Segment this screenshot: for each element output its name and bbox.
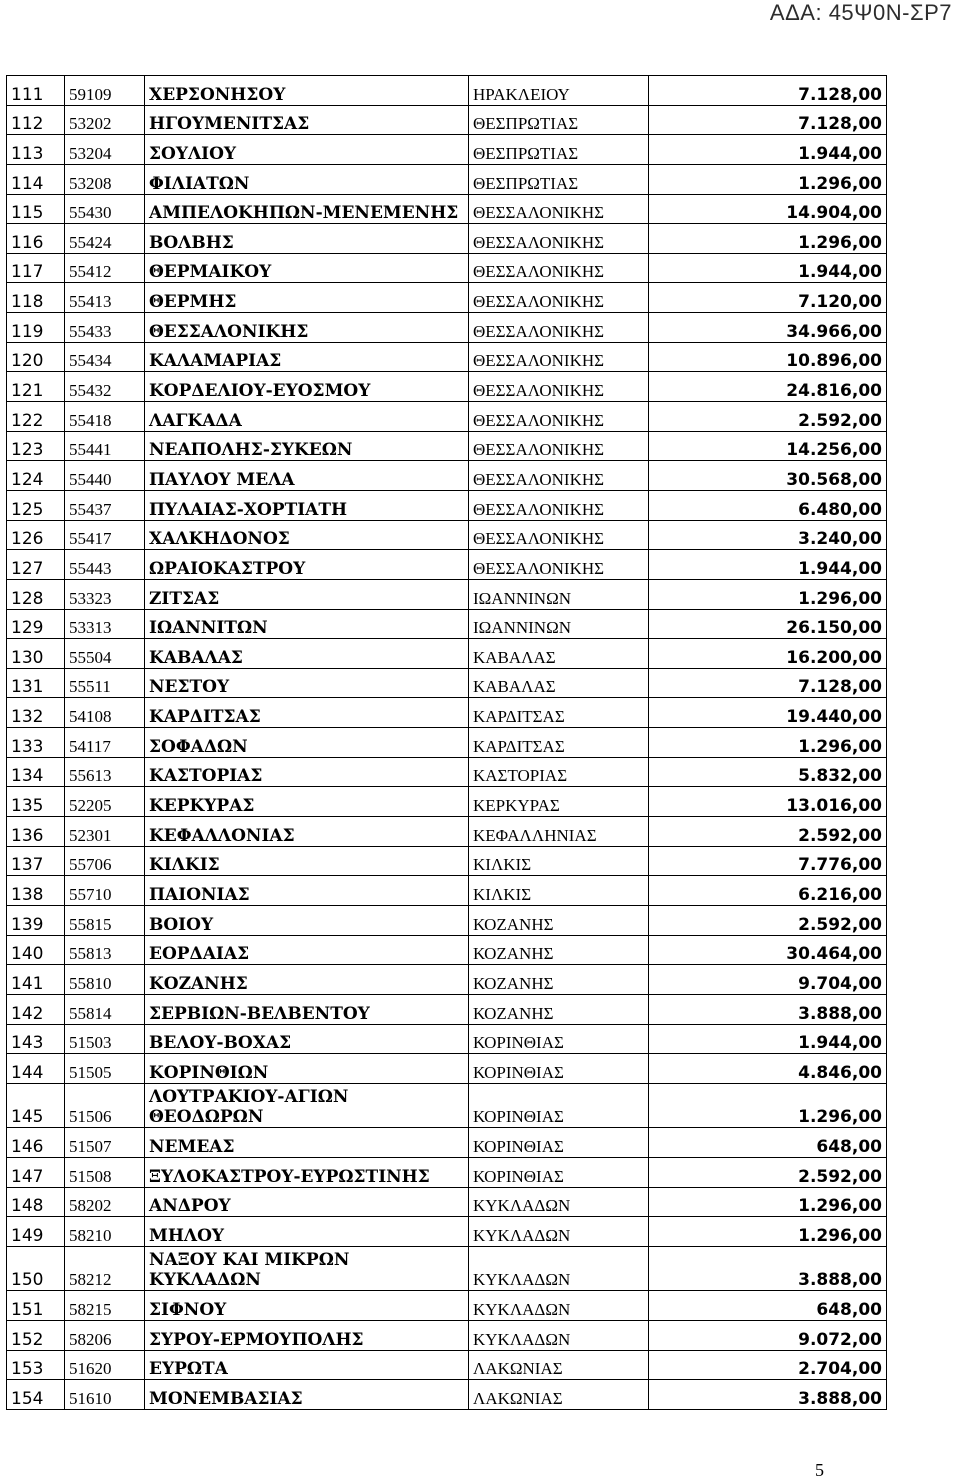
- table-row: [7, 728, 887, 758]
- amount: 1.944,00: [649, 135, 887, 165]
- municipality-code: 51620: [65, 1350, 145, 1380]
- amount: 1.296,00: [649, 1083, 887, 1128]
- amount: 24.816,00: [649, 372, 887, 402]
- row-number: 136: [7, 817, 65, 847]
- municipality-name: ΩΡΑΙΟΚΑΣΤΡΟΥ: [145, 550, 469, 580]
- table-row: [7, 579, 887, 609]
- prefecture-name: ΘΕΣΣΑΛΟΝΙΚΗΣ: [469, 224, 649, 254]
- municipality-name: ΣΟΦΑΔΩΝ: [145, 728, 469, 758]
- municipality-code: 55710: [65, 876, 145, 906]
- prefecture-name: ΙΩΑΝΝΙΝΩΝ: [469, 579, 649, 609]
- municipality-code: 55413: [65, 283, 145, 313]
- amount: 7.128,00: [649, 668, 887, 698]
- municipality-code: 53204: [65, 135, 145, 165]
- municipality-code: 55504: [65, 639, 145, 669]
- municipality-code: 53323: [65, 579, 145, 609]
- row-number: 122: [7, 402, 65, 432]
- municipality-name: ΝΑΞΟΥ ΚΑΙ ΜΙΚΡΩΝ ΚΥΚΛΑΔΩΝ: [145, 1246, 469, 1291]
- prefecture-name: ΘΕΣΣΑΛΟΝΙΚΗΣ: [469, 372, 649, 402]
- row-number: 137: [7, 846, 65, 876]
- municipality-name: ΚΟΡΔΕΛΙΟΥ-ΕΥΟΣΜΟΥ: [145, 372, 469, 402]
- municipality-name: ΛΑΓΚΑΔΑ: [145, 402, 469, 432]
- table-row: [7, 1083, 887, 1128]
- amount: 1.944,00: [649, 253, 887, 283]
- municipality-code: 55440: [65, 461, 145, 491]
- prefecture-name: ΘΕΣΣΑΛΟΝΙΚΗΣ: [469, 431, 649, 461]
- row-number: 144: [7, 1054, 65, 1084]
- row-number: 134: [7, 757, 65, 787]
- municipality-code: 51503: [65, 1024, 145, 1054]
- table-row: [7, 846, 887, 876]
- prefecture-name: ΛΑΚΩΝΙΑΣ: [469, 1380, 649, 1410]
- row-number: 117: [7, 253, 65, 283]
- table-row: [7, 757, 887, 787]
- table-row: [7, 431, 887, 461]
- row-number: 150: [7, 1246, 65, 1291]
- municipality-name: ΚΕΦΑΛΛΟΝΙΑΣ: [145, 817, 469, 847]
- table-row: [7, 342, 887, 372]
- municipality-name: ΧΕΡΣΟΝΗΣΟΥ: [145, 76, 469, 106]
- amount: 3.888,00: [649, 994, 887, 1024]
- row-number: 111: [7, 76, 65, 106]
- prefecture-name: ΚΥΚΛΑΔΩΝ: [469, 1246, 649, 1291]
- municipality-name: ΚΑΣΤΟΡΙΑΣ: [145, 757, 469, 787]
- row-number: 115: [7, 194, 65, 224]
- table-row: [7, 105, 887, 135]
- amount: 3.888,00: [649, 1380, 887, 1410]
- municipality-name: ΙΩΑΝΝΙΤΩΝ: [145, 609, 469, 639]
- municipality-code: 58206: [65, 1320, 145, 1350]
- row-number: 123: [7, 431, 65, 461]
- prefecture-name: ΚΥΚΛΑΔΩΝ: [469, 1217, 649, 1247]
- municipality-code: 52301: [65, 817, 145, 847]
- municipality-name: ΠΑΥΛΟΥ ΜΕΛΑ: [145, 461, 469, 491]
- municipality-name: ΝΕΣΤΟΥ: [145, 668, 469, 698]
- municipality-code: 51505: [65, 1054, 145, 1084]
- table-row: [7, 668, 887, 698]
- amount: 14.904,00: [649, 194, 887, 224]
- prefecture-name: ΚΟΡΙΝΘΙΑΣ: [469, 1128, 649, 1158]
- table-row: [7, 1128, 887, 1158]
- row-number: 120: [7, 342, 65, 372]
- municipality-code: 55430: [65, 194, 145, 224]
- municipality-name: ΜΟΝΕΜΒΑΣΙΑΣ: [145, 1380, 469, 1410]
- table-row: [7, 1054, 887, 1084]
- table-row: [7, 1187, 887, 1217]
- municipality-code: 58202: [65, 1187, 145, 1217]
- amount: 1.296,00: [649, 224, 887, 254]
- row-number: 126: [7, 520, 65, 550]
- row-number: 143: [7, 1024, 65, 1054]
- amount: 7.128,00: [649, 105, 887, 135]
- prefecture-name: ΘΕΣΠΡΩΤΙΑΣ: [469, 105, 649, 135]
- prefecture-name: ΚΑΡΔΙΤΣΑΣ: [469, 728, 649, 758]
- row-number: 147: [7, 1157, 65, 1187]
- municipality-name: ΦΙΛΙΑΤΩΝ: [145, 164, 469, 194]
- prefecture-name: ΘΕΣΣΑΛΟΝΙΚΗΣ: [469, 342, 649, 372]
- amount: 5.832,00: [649, 757, 887, 787]
- table-row: [7, 876, 887, 906]
- row-number: 125: [7, 490, 65, 520]
- row-number: 129: [7, 609, 65, 639]
- row-number: 152: [7, 1320, 65, 1350]
- municipality-code: 58212: [65, 1246, 145, 1291]
- row-number: 118: [7, 283, 65, 313]
- municipality-code: 54108: [65, 698, 145, 728]
- municipality-name: ΝΕΜΕΑΣ: [145, 1128, 469, 1158]
- row-number: 135: [7, 787, 65, 817]
- municipality-name: ΚΑΡΔΙΤΣΑΣ: [145, 698, 469, 728]
- municipality-code: 55432: [65, 372, 145, 402]
- row-number: 130: [7, 639, 65, 669]
- municipality-code: 55511: [65, 668, 145, 698]
- prefecture-name: ΚΟΖΑΝΗΣ: [469, 935, 649, 965]
- amount: 9.704,00: [649, 965, 887, 995]
- prefecture-name: ΚΟΖΑΝΗΣ: [469, 994, 649, 1024]
- row-number: 119: [7, 313, 65, 343]
- amount: 6.480,00: [649, 490, 887, 520]
- row-number: 138: [7, 876, 65, 906]
- table-row: [7, 313, 887, 343]
- municipality-code: 53208: [65, 164, 145, 194]
- prefecture-name: ΚΥΚΛΑΔΩΝ: [469, 1320, 649, 1350]
- municipality-code: 55412: [65, 253, 145, 283]
- prefecture-name: ΘΕΣΣΑΛΟΝΙΚΗΣ: [469, 520, 649, 550]
- amount: 2.592,00: [649, 817, 887, 847]
- table-row: [7, 1380, 887, 1410]
- row-number: 114: [7, 164, 65, 194]
- amount: 1.296,00: [649, 728, 887, 758]
- prefecture-name: ΚΟΡΙΝΘΙΑΣ: [469, 1054, 649, 1084]
- table-row: [7, 253, 887, 283]
- row-number: 154: [7, 1380, 65, 1410]
- ada-header: ΑΔΑ: 45Ψ0Ν-ΣΡ7: [769, 0, 952, 25]
- amount: 2.592,00: [649, 905, 887, 935]
- amount: 1.944,00: [649, 1024, 887, 1054]
- amount: 9.072,00: [649, 1320, 887, 1350]
- table-row: [7, 609, 887, 639]
- amount: 2.592,00: [649, 402, 887, 432]
- municipality-name: ΘΕΣΣΑΛΟΝΙΚΗΣ: [145, 313, 469, 343]
- amount: 19.440,00: [649, 698, 887, 728]
- row-number: 112: [7, 105, 65, 135]
- prefecture-name: ΚΟΖΑΝΗΣ: [469, 965, 649, 995]
- municipality-code: 51506: [65, 1083, 145, 1128]
- row-number: 128: [7, 579, 65, 609]
- municipality-code: 55441: [65, 431, 145, 461]
- amount: 10.896,00: [649, 342, 887, 372]
- table-row: [7, 194, 887, 224]
- municipality-code: 51507: [65, 1128, 145, 1158]
- row-number: 124: [7, 461, 65, 491]
- prefecture-name: ΛΑΚΩΝΙΑΣ: [469, 1350, 649, 1380]
- municipality-name: ΗΓΟΥΜΕΝΙΤΣΑΣ: [145, 105, 469, 135]
- amount: 30.568,00: [649, 461, 887, 491]
- prefecture-name: ΘΕΣΣΑΛΟΝΙΚΗΣ: [469, 194, 649, 224]
- prefecture-name: ΚΙΛΚΙΣ: [469, 876, 649, 906]
- municipality-code: 52205: [65, 787, 145, 817]
- municipality-code: 55417: [65, 520, 145, 550]
- amount: 7.128,00: [649, 76, 887, 106]
- table-row: [7, 402, 887, 432]
- municipality-name: ΘΕΡΜΑΙΚΟΥ: [145, 253, 469, 283]
- amount: 16.200,00: [649, 639, 887, 669]
- table-row: [7, 1157, 887, 1187]
- table-body: [7, 76, 887, 1410]
- municipality-name: ΑΜΠΕΛΟΚΗΠΩΝ-ΜΕΝΕΜΕΝΗΣ: [145, 194, 469, 224]
- municipality-name: ΘΕΡΜΗΣ: [145, 283, 469, 313]
- row-number: 132: [7, 698, 65, 728]
- table-row: [7, 1024, 887, 1054]
- table-row: [7, 1350, 887, 1380]
- table-row: [7, 905, 887, 935]
- amount: 2.592,00: [649, 1157, 887, 1187]
- row-number: 131: [7, 668, 65, 698]
- row-number: 133: [7, 728, 65, 758]
- prefecture-name: ΚΙΛΚΙΣ: [469, 846, 649, 876]
- row-number: 153: [7, 1350, 65, 1380]
- amount: 1.296,00: [649, 1217, 887, 1247]
- row-number: 148: [7, 1187, 65, 1217]
- municipality-code: 58215: [65, 1291, 145, 1321]
- table-row: [7, 1246, 887, 1291]
- table-row: [7, 76, 887, 106]
- prefecture-name: ΗΡΑΚΛΕΙΟΥ: [469, 76, 649, 106]
- municipality-code: 59109: [65, 76, 145, 106]
- prefecture-name: ΘΕΣΣΑΛΟΝΙΚΗΣ: [469, 253, 649, 283]
- table-row: [7, 520, 887, 550]
- municipality-name: ΠΥΛΑΙΑΣ-ΧΟΡΤΙΑΤΗ: [145, 490, 469, 520]
- prefecture-name: ΚΟΡΙΝΘΙΑΣ: [469, 1024, 649, 1054]
- table-row: [7, 372, 887, 402]
- amount: 34.966,00: [649, 313, 887, 343]
- amount: 2.704,00: [649, 1350, 887, 1380]
- municipality-code: 55418: [65, 402, 145, 432]
- municipality-name: ΣΥΡΟΥ-ΕΡΜΟΥΠΟΛΗΣ: [145, 1320, 469, 1350]
- municipality-code: 55433: [65, 313, 145, 343]
- municipality-code: 53202: [65, 105, 145, 135]
- municipality-code: 55437: [65, 490, 145, 520]
- prefecture-name: ΚΟΡΙΝΘΙΑΣ: [469, 1157, 649, 1187]
- prefecture-name: ΚΟΖΑΝΗΣ: [469, 905, 649, 935]
- table-row: [7, 550, 887, 580]
- amount: 648,00: [649, 1128, 887, 1158]
- table-row: [7, 1320, 887, 1350]
- table-row: [7, 224, 887, 254]
- table-row: [7, 639, 887, 669]
- amount: 30.464,00: [649, 935, 887, 965]
- municipality-name: ΛΟΥΤΡΑΚΙΟΥ-ΑΓΙΩΝ ΘΕΟΔΩΡΩΝ: [145, 1083, 469, 1128]
- municipality-code: 54117: [65, 728, 145, 758]
- municipality-code: 55815: [65, 905, 145, 935]
- municipality-code: 51508: [65, 1157, 145, 1187]
- table-row: [7, 135, 887, 165]
- prefecture-name: ΘΕΣΣΑΛΟΝΙΚΗΣ: [469, 313, 649, 343]
- table-row: [7, 283, 887, 313]
- row-number: 149: [7, 1217, 65, 1247]
- municipality-name: ΣΙΦΝΟΥ: [145, 1291, 469, 1321]
- amount: 1.296,00: [649, 1187, 887, 1217]
- municipality-code: 55434: [65, 342, 145, 372]
- row-number: 127: [7, 550, 65, 580]
- row-number: 145: [7, 1083, 65, 1128]
- prefecture-name: ΘΕΣΣΑΛΟΝΙΚΗΣ: [469, 490, 649, 520]
- municipality-name: ΒΟΛΒΗΣ: [145, 224, 469, 254]
- amount: 7.776,00: [649, 846, 887, 876]
- prefecture-name: ΚΑΣΤΟΡΙΑΣ: [469, 757, 649, 787]
- amount: 1.296,00: [649, 579, 887, 609]
- amount: 6.216,00: [649, 876, 887, 906]
- table-row: [7, 1217, 887, 1247]
- municipality-name: ΒΟΙΟΥ: [145, 905, 469, 935]
- municipality-code: 55813: [65, 935, 145, 965]
- municipality-name: ΚΟΡΙΝΘΙΩΝ: [145, 1054, 469, 1084]
- municipality-name: ΧΑΛΚΗΔΟΝΟΣ: [145, 520, 469, 550]
- amount: 7.120,00: [649, 283, 887, 313]
- municipality-name: ΝΕΑΠΟΛΗΣ-ΣΥΚΕΩΝ: [145, 431, 469, 461]
- municipality-name: ΚΕΡΚΥΡΑΣ: [145, 787, 469, 817]
- municipality-name: ΚΙΛΚΙΣ: [145, 846, 469, 876]
- row-number: 113: [7, 135, 65, 165]
- municipality-name: ΚΑΒΑΛΑΣ: [145, 639, 469, 669]
- prefecture-name: ΘΕΣΣΑΛΟΝΙΚΗΣ: [469, 283, 649, 313]
- table-row: [7, 461, 887, 491]
- prefecture-name: ΚΕΦΑΛΛΗΝΙΑΣ: [469, 817, 649, 847]
- row-number: 141: [7, 965, 65, 995]
- row-number: 151: [7, 1291, 65, 1321]
- row-number: 139: [7, 905, 65, 935]
- municipality-name: ΕΥΡΩΤΑ: [145, 1350, 469, 1380]
- municipality-code: 53313: [65, 609, 145, 639]
- municipality-code: 55443: [65, 550, 145, 580]
- municipality-name: ΣΟΥΛΙΟΥ: [145, 135, 469, 165]
- table-row: [7, 965, 887, 995]
- row-number: 121: [7, 372, 65, 402]
- municipality-name: ΖΙΤΣΑΣ: [145, 579, 469, 609]
- prefecture-name: ΙΩΑΝΝΙΝΩΝ: [469, 609, 649, 639]
- municipality-name: ΚΑΛΑΜΑΡΙΑΣ: [145, 342, 469, 372]
- municipality-code: 58210: [65, 1217, 145, 1247]
- prefecture-name: ΘΕΣΣΑΛΟΝΙΚΗΣ: [469, 461, 649, 491]
- amount: 1.944,00: [649, 550, 887, 580]
- municipality-code: 55424: [65, 224, 145, 254]
- prefecture-name: ΘΕΣΠΡΩΤΙΑΣ: [469, 164, 649, 194]
- prefecture-name: ΚΕΡΚΥΡΑΣ: [469, 787, 649, 817]
- amount: 14.256,00: [649, 431, 887, 461]
- municipality-code: 55810: [65, 965, 145, 995]
- table-row: [7, 698, 887, 728]
- amount: 13.016,00: [649, 787, 887, 817]
- municipality-name: ΒΕΛΟΥ-ΒΟΧΑΣ: [145, 1024, 469, 1054]
- prefecture-name: ΚΑΒΑΛΑΣ: [469, 668, 649, 698]
- municipality-code: 55814: [65, 994, 145, 1024]
- table-row: [7, 787, 887, 817]
- municipality-name: ΑΝΔΡΟΥ: [145, 1187, 469, 1217]
- amount: 26.150,00: [649, 609, 887, 639]
- prefecture-name: ΚΑΡΔΙΤΣΑΣ: [469, 698, 649, 728]
- prefecture-name: ΘΕΣΣΑΛΟΝΙΚΗΣ: [469, 402, 649, 432]
- table-row: [7, 490, 887, 520]
- page-number: 5: [815, 1460, 824, 1480]
- amount: 3.240,00: [649, 520, 887, 550]
- amount: 3.888,00: [649, 1246, 887, 1291]
- table-row: [7, 994, 887, 1024]
- municipality-name: ΠΑΙΟΝΙΑΣ: [145, 876, 469, 906]
- prefecture-name: ΚΥΚΛΑΔΩΝ: [469, 1187, 649, 1217]
- municipality-name: ΕΟΡΔΑΙΑΣ: [145, 935, 469, 965]
- municipality-name: ΣΕΡΒΙΩΝ-ΒΕΛΒΕΝΤΟΥ: [145, 994, 469, 1024]
- amount: 4.846,00: [649, 1054, 887, 1084]
- table-row: [7, 1291, 887, 1321]
- prefecture-name: ΘΕΣΠΡΩΤΙΑΣ: [469, 135, 649, 165]
- row-number: 142: [7, 994, 65, 1024]
- prefecture-name: ΚΥΚΛΑΔΩΝ: [469, 1291, 649, 1321]
- municipality-name: ΞΥΛΟΚΑΣΤΡΟΥ-ΕΥΡΩΣΤΙΝΗΣ: [145, 1157, 469, 1187]
- table-row: [7, 817, 887, 847]
- table-row: [7, 164, 887, 194]
- row-number: 146: [7, 1128, 65, 1158]
- amount: 1.296,00: [649, 164, 887, 194]
- allocation-table: [6, 75, 887, 1410]
- municipality-name: ΜΗΛΟΥ: [145, 1217, 469, 1247]
- table-row: [7, 935, 887, 965]
- municipality-name: ΚΟΖΑΝΗΣ: [145, 965, 469, 995]
- row-number: 140: [7, 935, 65, 965]
- prefecture-name: ΚΟΡΙΝΘΙΑΣ: [469, 1083, 649, 1128]
- row-number: 116: [7, 224, 65, 254]
- prefecture-name: ΘΕΣΣΑΛΟΝΙΚΗΣ: [469, 550, 649, 580]
- municipality-code: 55613: [65, 757, 145, 787]
- municipality-code: 55706: [65, 846, 145, 876]
- amount: 648,00: [649, 1291, 887, 1321]
- municipality-code: 51610: [65, 1380, 145, 1410]
- prefecture-name: ΚΑΒΑΛΑΣ: [469, 639, 649, 669]
